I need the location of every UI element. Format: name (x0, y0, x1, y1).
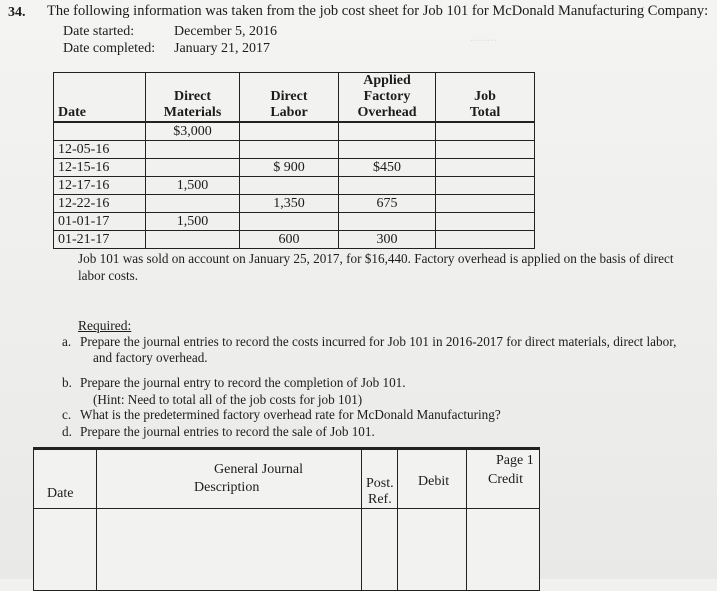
item-letter: a. (62, 334, 72, 349)
job-cost-table (53, 72, 535, 249)
cell-direct-labor (240, 213, 339, 231)
journal-col-debit: Debit (418, 474, 450, 489)
general-journal-form (33, 447, 540, 591)
journal-col-credit: Credit (488, 472, 523, 487)
item-text: Prepare the journal entries to record the sale of Job 101. (80, 424, 375, 439)
cell-overhead (339, 177, 436, 195)
journal-col-ref: Ref. (368, 492, 392, 507)
journal-page-label: Page 1 (496, 453, 534, 468)
required-item-a-cont: and factory overhead. (93, 350, 208, 365)
bleed-through-text: ........ (470, 30, 497, 44)
cell-date (54, 122, 146, 141)
item-letter: c. (62, 407, 72, 422)
table-row (54, 231, 535, 249)
journal-column-divider (96, 450, 97, 590)
table-row (54, 159, 535, 177)
journal-title: General Journal (214, 462, 304, 477)
journal-col-description: Description (194, 480, 260, 495)
cell-direct-materials: $3,000 (146, 122, 240, 141)
header-direct-materials: Direct Materials (146, 73, 240, 123)
required-item-b (62, 375, 406, 391)
header-applied-overhead: Applied Factory Overhead (339, 73, 436, 123)
cell-date: 01-01-17 (54, 213, 146, 231)
cell-date: 12-15-16 (54, 159, 146, 177)
table-row (54, 141, 535, 159)
journal-column-divider (397, 450, 398, 590)
required-item-a (62, 334, 676, 350)
required-item-c (62, 407, 501, 423)
journal-header-rule (34, 508, 539, 509)
cell-direct-materials (146, 195, 240, 213)
item-letter: b. (62, 375, 72, 390)
cell-overhead: 675 (339, 195, 436, 213)
cell-job-total (436, 177, 535, 195)
date-started-label: Date started: (63, 24, 135, 39)
cell-date: 12-05-16 (54, 141, 146, 159)
item-text: Prepare the journal entries to record the costs incurred for Job 101 in 2016-2017 for direct materials, direct labor, (80, 334, 677, 349)
cell-job-total (436, 122, 535, 141)
cell-direct-materials (146, 141, 240, 159)
required-item-b-hint: (Hint: Need to total all of the job costs for job 101) (93, 392, 363, 407)
question-number: 34. (8, 5, 26, 20)
cell-overhead: 300 (339, 231, 436, 249)
header-date: Date (54, 73, 146, 123)
cell-direct-labor (240, 122, 339, 141)
item-text: Prepare the journal entry to record the completion of Job 101. (80, 375, 406, 390)
date-completed-label: Date completed: (63, 41, 156, 56)
cell-direct-materials (146, 231, 240, 249)
job-cost-header-row (54, 73, 535, 123)
journal-column-divider (361, 450, 362, 590)
header-job-total: Job Total (436, 73, 535, 123)
header-direct-labor: Direct Labor (240, 73, 339, 123)
cell-direct-labor: $ 900 (240, 159, 339, 177)
cell-direct-labor (240, 141, 339, 159)
table-row (54, 122, 535, 141)
sale-paragraph-line-1: Job 101 was sold on account on January 25, 2017, for $16,440. Factory overhead is applied on the basis of direct (78, 251, 674, 266)
cell-job-total (436, 159, 535, 177)
journal-col-date: Date (47, 486, 74, 501)
cell-date: 12-17-16 (54, 177, 146, 195)
cell-job-total (436, 195, 535, 213)
cell-direct-materials: 1,500 (146, 177, 240, 195)
item-text: What is the predetermined factory overhead rate for McDonald Manufacturing? (80, 407, 501, 422)
cell-overhead: $450 (339, 159, 436, 177)
cell-direct-materials (146, 159, 240, 177)
cell-date: 01-21-17 (54, 231, 146, 249)
cell-direct-labor: 600 (240, 231, 339, 249)
journal-column-divider (466, 450, 467, 590)
table-row (54, 213, 535, 231)
cell-direct-labor (240, 177, 339, 195)
cell-job-total (436, 231, 535, 249)
journal-col-post: Post. (366, 476, 394, 491)
sale-paragraph-line-2: labor costs. (78, 268, 139, 283)
cell-overhead (339, 213, 436, 231)
cell-direct-materials: 1,500 (146, 213, 240, 231)
cell-direct-labor: 1,350 (240, 195, 339, 213)
table-row (54, 177, 535, 195)
table-row (54, 195, 535, 213)
cell-date: 12-22-16 (54, 195, 146, 213)
question-intro: The following information was taken from the job cost sheet for Job 101 for McDonald Manufacturing Company: (47, 3, 709, 19)
item-letter: d. (62, 424, 72, 439)
date-completed-value: January 21, 2017 (174, 41, 271, 56)
required-heading: Required: (78, 318, 132, 333)
cell-overhead (339, 141, 436, 159)
date-started-value: December 5, 2016 (174, 24, 278, 39)
required-item-d (62, 424, 375, 440)
cell-job-total (436, 141, 535, 159)
cell-overhead (339, 122, 436, 141)
cell-job-total (436, 213, 535, 231)
